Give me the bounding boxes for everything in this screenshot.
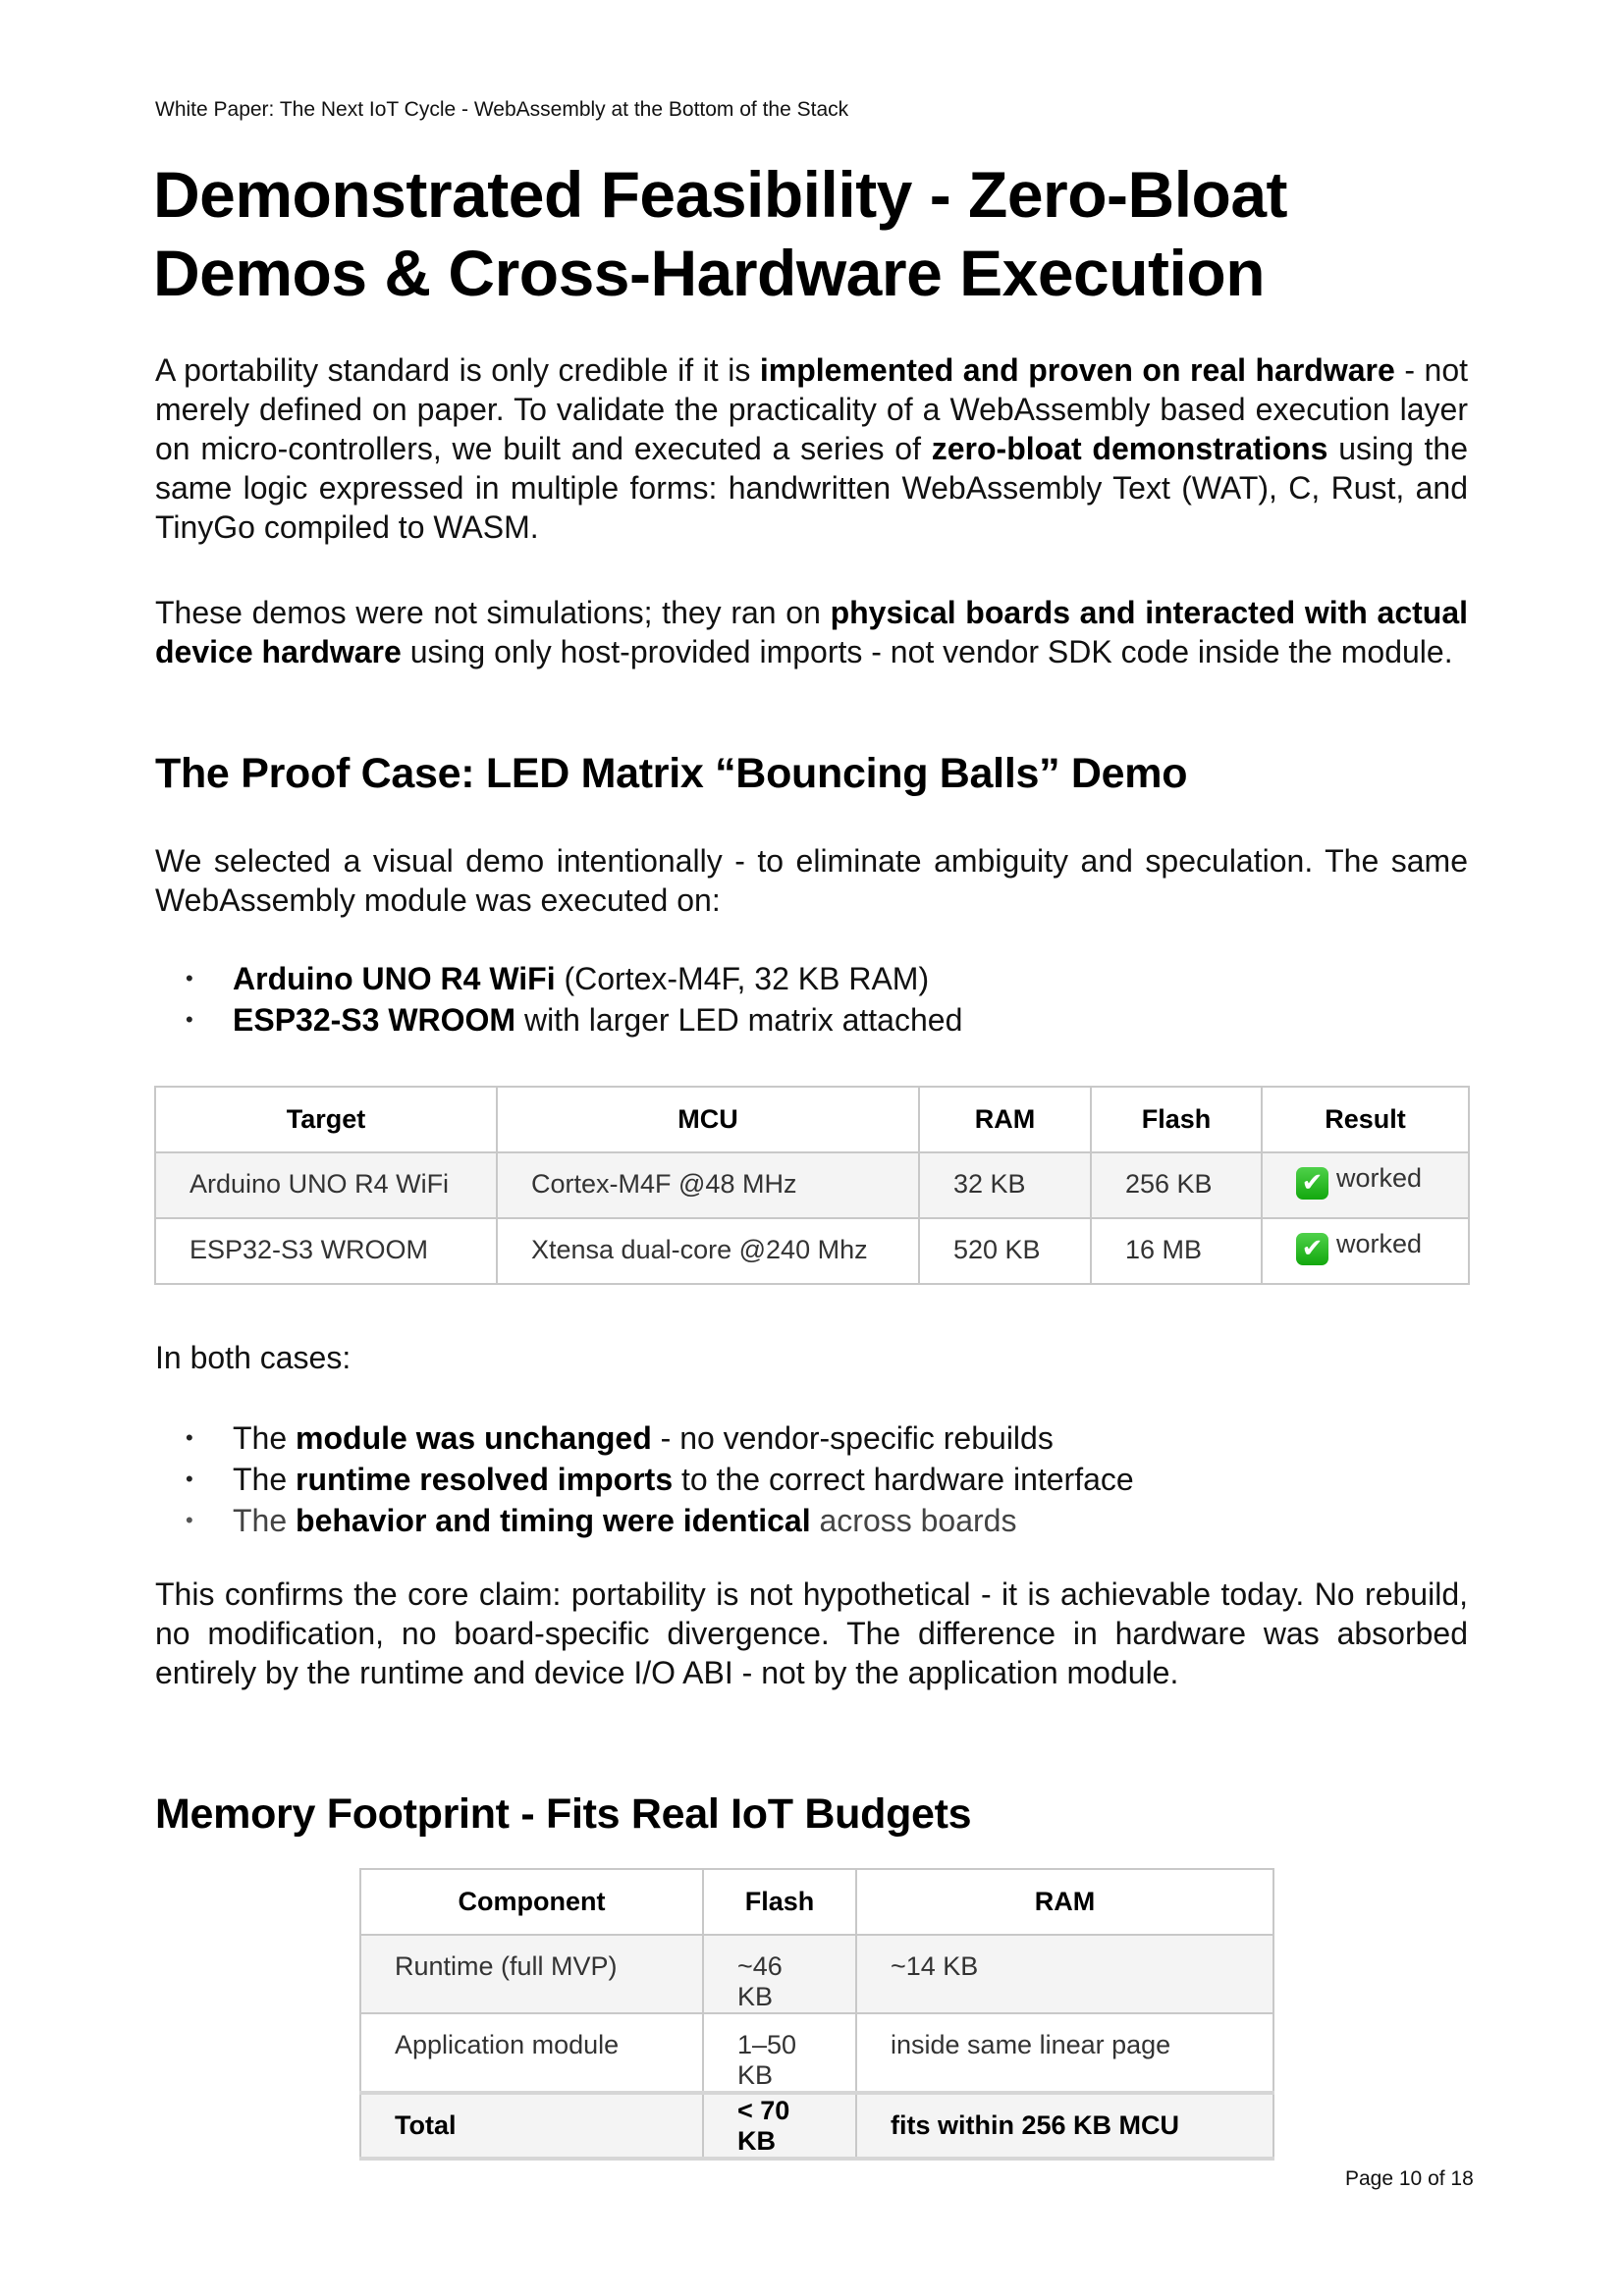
cell-target: ESP32-S3 WROOM [155, 1218, 497, 1284]
running-header: White Paper: The Next IoT Cycle - WebAssembly at the Bottom of the Stack [155, 98, 849, 121]
cell-result: ✔ worked [1262, 1218, 1469, 1284]
column-header: MCU [497, 1087, 919, 1152]
cell-component: Runtime (full MVP) [360, 1935, 703, 2013]
emphasis: implemented and proven on real hardware [759, 352, 1395, 388]
table-header-row [360, 1869, 1273, 1935]
column-header: Target [155, 1087, 497, 1152]
emphasis: zero-bloat demonstrations [931, 431, 1328, 466]
list-item: • The behavior and timing were identical across boards [155, 1500, 1468, 1541]
check-mark-icon: ✔ [1296, 1167, 1328, 1200]
targets-table [154, 1086, 1470, 1285]
column-header: Flash [1091, 1087, 1262, 1152]
cell-flash: 16 MB [1091, 1218, 1262, 1284]
target-list [155, 958, 1468, 1041]
intro-paragraph-2: These demos were not simulations; they ran on physical boards and interacted with actual device hardware using only host-provided imports - not vendor SDK code inside the module. [155, 595, 1469, 669]
cell-mcu: Xtensa dual-core @240 Mhz [497, 1218, 919, 1284]
list-item: • ESP32-S3 WROOM with larger LED matrix attached [155, 999, 1468, 1041]
cell-target: Arduino UNO R4 WiFi [155, 1152, 497, 1218]
table-row [360, 1935, 1273, 2013]
cell-component: Application module [360, 2013, 703, 2093]
page-title-line-2: Demos & Cross-Hardware Execution [153, 237, 1266, 309]
column-header: RAM [856, 1869, 1273, 1935]
column-header: Flash [703, 1869, 856, 1935]
page-number: Page 10 of 18 [1345, 2167, 1474, 2190]
cell-result: ✔ worked [1262, 1152, 1469, 1218]
column-header: Result [1262, 1087, 1469, 1152]
emphasis: physical boards and interacted with actual device hardware [155, 595, 1469, 669]
both-cases-label: In both cases: [155, 1340, 352, 1375]
proof-case-intro: We selected a visual demo intentionally - to eliminate ambiguity and speculation. The same WebAssembly module was executed on: [155, 843, 1468, 918]
cell-ram: inside same linear page [856, 2013, 1273, 2093]
check-mark-icon: ✔ [1296, 1233, 1328, 1265]
table-header-row [155, 1087, 1469, 1152]
table-row [155, 1218, 1469, 1284]
list-item: • Arduino UNO R4 WiFi (Cortex-M4F, 32 KB RAM) [155, 958, 1468, 999]
cell-flash: 1–50 KB [703, 2013, 856, 2093]
list-item: • The runtime resolved imports to the correct hardware interface [155, 1459, 1468, 1500]
cell-ram: fits within 256 KB MCU [856, 2093, 1273, 2159]
cell-mcu: Cortex-M4F @48 MHz [497, 1152, 919, 1218]
intro-paragraph-1: A portability standard is only credible if it is implemented and proven on real hardware - not merely defined on paper. To validate the practicality of a WebAssembly based execution layer on micro-controllers, we built and executed a series of zero-bloat demonstrations using the same logic expressed in multiple forms: handwritten WebAssembly Text (WAT), C, Rust, and TinyGo compiled to WASM. [155, 352, 1469, 545]
cell-flash: 256 KB [1091, 1152, 1262, 1218]
findings-list [155, 1417, 1468, 1541]
section-heading-memory-footprint: Memory Footprint - Fits Real IoT Budgets [155, 1790, 972, 1838]
conclusion-paragraph: This confirms the core claim: portability is not hypothetical - it is achievable today. No rebuild, no modification, no board-specific divergence. The difference in hardware was absorbed entirely by the runtime and device I/O ABI - not by the application module. [155, 1576, 1468, 1690]
list-item: • The module was unchanged - no vendor-specific rebuilds [155, 1417, 1468, 1459]
table-row [155, 1152, 1469, 1218]
section-heading-proof-case: The Proof Case: LED Matrix “Bouncing Balls” Demo [155, 750, 1188, 797]
column-header: Component [360, 1869, 703, 1935]
memory-table [359, 1868, 1274, 2161]
cell-flash: < 70 KB [703, 2093, 856, 2159]
cell-ram: ~14 KB [856, 1935, 1273, 2013]
cell-flash: ~46 KB [703, 1935, 856, 2013]
page-title [153, 155, 1469, 312]
column-header: RAM [919, 1087, 1091, 1152]
cell-ram: 32 KB [919, 1152, 1091, 1218]
table-total-row [360, 2093, 1273, 2159]
page-title-line-1: Demonstrated Feasibility - Zero-Bloat [153, 158, 1288, 231]
cell-ram: 520 KB [919, 1218, 1091, 1284]
cell-component: Total [360, 2093, 703, 2159]
table-row [360, 2013, 1273, 2093]
